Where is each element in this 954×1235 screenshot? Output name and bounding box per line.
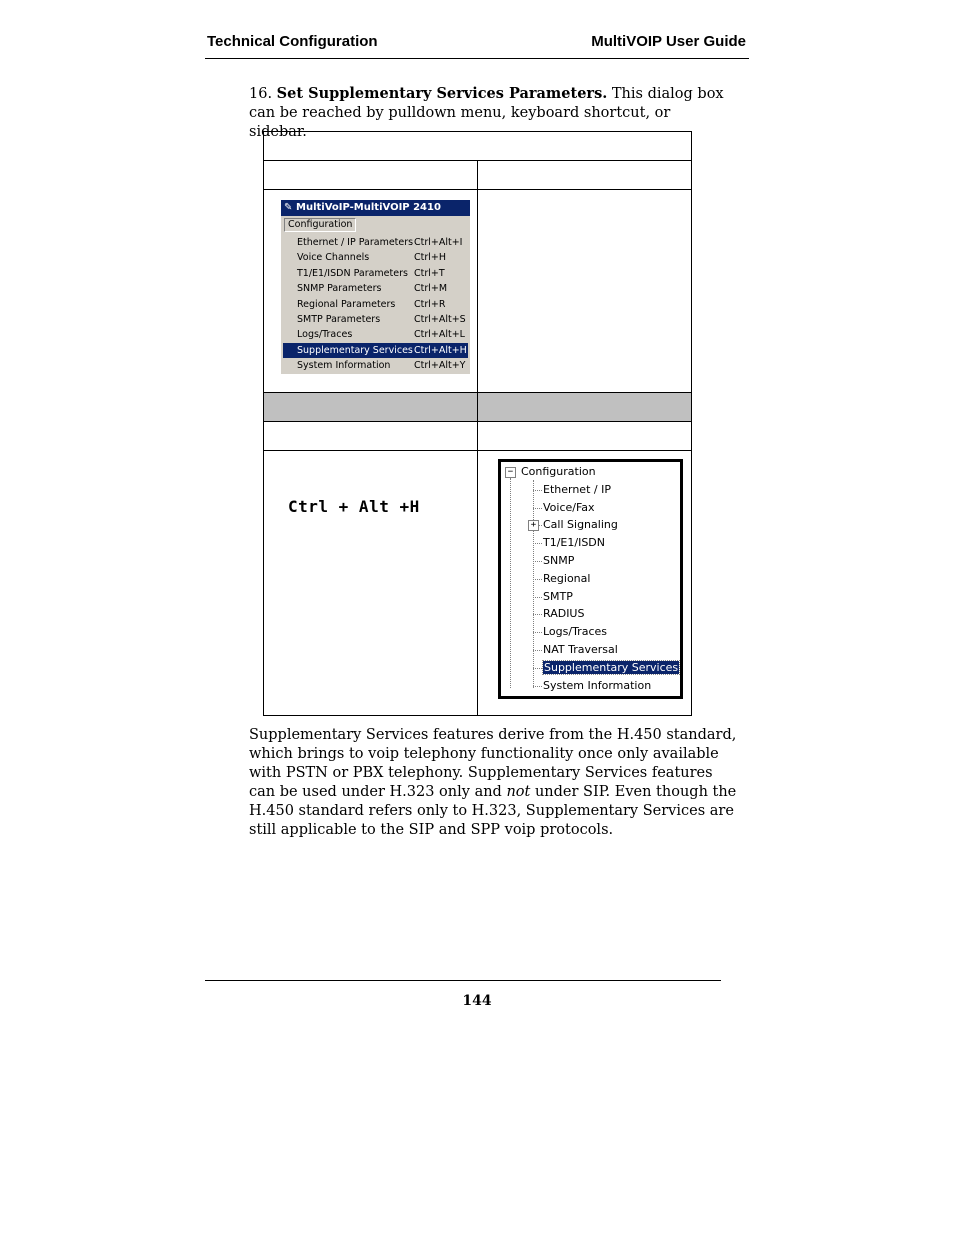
tree-node[interactable] — [543, 624, 607, 640]
tree-connector-line — [533, 561, 542, 562]
menu-item-label: Ethernet / IP Parameters — [297, 237, 414, 248]
menu-item-shortcut: Ctrl+Alt+H — [414, 344, 467, 356]
menu-item-label: Logs/Traces — [297, 329, 353, 341]
shaded-separator-row — [264, 393, 692, 422]
explanation-text-end: under SIP. Even though the H.450 standard refers only to H.323, Supplementary Services are still applicable to the SIP and SPP voip protocols. — [249, 784, 737, 838]
menu-item[interactable] — [283, 327, 468, 342]
menu-item-shortcut: Ctrl+Alt+I — [414, 237, 463, 248]
menu-item-shortcut: Ctrl+Alt+Y — [414, 360, 466, 372]
tree-node[interactable] — [543, 571, 590, 587]
menu-bar — [281, 216, 470, 232]
menu-item-label: Regional Parameters — [297, 298, 396, 310]
shortcut-header-row — [264, 422, 692, 451]
tree-node[interactable] — [543, 678, 651, 694]
configuration-menu-list — [283, 235, 468, 374]
menu-item-label: SNMP Parameters — [297, 283, 382, 295]
tree-connector-line — [533, 579, 542, 580]
menu-window-title-text: MultiVoIP-MultiVOIP 2410 — [296, 202, 441, 213]
menu-item[interactable] — [283, 266, 468, 281]
tree-connector-line — [533, 668, 542, 669]
menu-item[interactable] — [283, 297, 468, 312]
menu-item-label: SMTP Parameters — [297, 313, 381, 325]
tree-connector-line — [533, 650, 542, 651]
menu-item[interactable] — [283, 250, 468, 265]
menu-item[interactable] — [283, 343, 468, 358]
table-title-cell — [264, 132, 692, 161]
tree-connector-line — [533, 597, 542, 598]
menu-item-shortcut: Ctrl+R — [414, 298, 446, 310]
app-icon: ✎ — [284, 202, 293, 213]
tree-node[interactable] — [543, 589, 573, 605]
pulldown-menu-cell — [264, 190, 478, 393]
table-header-row — [264, 161, 692, 190]
tree-node[interactable] — [543, 553, 574, 569]
shaded-cell-right — [478, 393, 692, 422]
tree-connector-line — [533, 490, 542, 491]
supplementary-services-explanation — [249, 726, 739, 840]
shortcut-row — [264, 451, 692, 716]
shortcut-header-cell — [264, 422, 478, 451]
shaded-cell-left — [264, 393, 478, 422]
pulldown-row — [264, 190, 692, 393]
explanation-text-start: Supplementary Services features derive from the H.450 standard, which brings to voip telephony functionality once only available with PSTN or PBX telephony. Supplementary Services features can be used under H.323 only and — [249, 727, 737, 800]
tree-node[interactable] — [543, 517, 618, 533]
menu-item-shortcut: Ctrl+T — [414, 267, 445, 279]
tree-connector-line — [533, 543, 542, 544]
tree-connector-line — [533, 480, 534, 688]
tree-node-label: SNMP — [543, 554, 575, 567]
step-description: This dialog box can be reached by pulldown menu, keyboard shortcut, or sidebar. — [249, 86, 724, 140]
header-guide-title: MultiVOIP User Guide — [591, 33, 746, 50]
tree-node[interactable] — [543, 500, 595, 516]
tree-node-label: Regional — [543, 571, 591, 585]
table-title-row — [264, 132, 692, 161]
menu-item-shortcut: Ctrl+Alt+L — [414, 329, 465, 341]
tree-connector-line — [533, 632, 542, 633]
tree-node-label: NAT Traversal — [543, 643, 618, 656]
tree-node[interactable] — [543, 535, 605, 551]
tree-node-label: System Information — [543, 678, 652, 692]
step-number: 16. — [249, 86, 273, 102]
menu-item-label: Supplementary Services — [297, 344, 413, 356]
keyboard-shortcut: Ctrl + Alt +H — [288, 497, 420, 516]
access-methods-table — [263, 131, 692, 716]
pulldown-menu-screenshot — [281, 200, 470, 374]
tree-node-label: RADIUS — [543, 607, 585, 621]
tree-node-label: SMTP — [543, 589, 573, 603]
pulldown-note-cell — [478, 190, 692, 393]
menu-item[interactable] — [283, 235, 468, 250]
tree-node-configuration[interactable] — [521, 464, 596, 480]
tree-node-label: Ethernet / IP — [543, 482, 611, 496]
menu-item-label: Voice Channels — [297, 252, 370, 264]
tree-node-label: Call Signaling — [543, 518, 618, 532]
menu-item-shortcut: Ctrl+M — [414, 283, 448, 295]
menu-item-shortcut: Ctrl+H — [414, 252, 447, 264]
tree-node-label: Logs/Traces — [543, 625, 607, 639]
explanation-emphasis: not — [506, 784, 531, 800]
pulldown-header-cell — [264, 161, 478, 190]
menu-item[interactable] — [283, 358, 468, 373]
tree-node[interactable] — [543, 642, 618, 658]
menu-item-label: T1/E1/ISDN Parameters — [297, 267, 408, 279]
tree-node[interactable] — [543, 606, 584, 622]
tree-node[interactable] — [543, 482, 611, 498]
menu-item-label: System Information — [297, 360, 391, 372]
tree-connector-line — [510, 478, 511, 688]
step-title: Set Supplementary Services Parameters. — [276, 85, 608, 102]
sidebar-cell — [478, 451, 692, 716]
sidebar-header-cell — [478, 422, 692, 451]
keyboard-shortcut-cell — [264, 451, 478, 716]
header-section-title: Technical Configuration — [207, 33, 378, 50]
tree-connector-line — [533, 508, 542, 509]
tree-node-label: Voice/Fax — [543, 500, 595, 514]
tree-connector-line — [533, 614, 542, 615]
tree-node-label: Supplementary Services — [544, 660, 679, 674]
menu-item[interactable] — [283, 281, 468, 296]
pulldown-description-header-cell — [478, 161, 692, 190]
footer-rule — [205, 980, 721, 981]
tree-node[interactable] — [543, 660, 679, 676]
expand-icon[interactable]: + — [528, 520, 539, 531]
sidebar-tree-screenshot — [498, 459, 683, 699]
tree-connector-line — [533, 686, 542, 687]
header-rule — [205, 58, 749, 59]
tree-node-label: T1/E1/ISDN — [543, 536, 606, 550]
menu-window-title — [281, 200, 470, 216]
menu-configuration[interactable]: Configuration — [284, 218, 356, 232]
tree-node-label: Configuration — [521, 465, 596, 478]
collapse-icon[interactable]: − — [505, 467, 516, 478]
menu-item[interactable] — [283, 312, 468, 327]
page-number: 144 — [462, 993, 492, 1009]
menu-item-shortcut: Ctrl+Alt+S — [414, 313, 466, 325]
